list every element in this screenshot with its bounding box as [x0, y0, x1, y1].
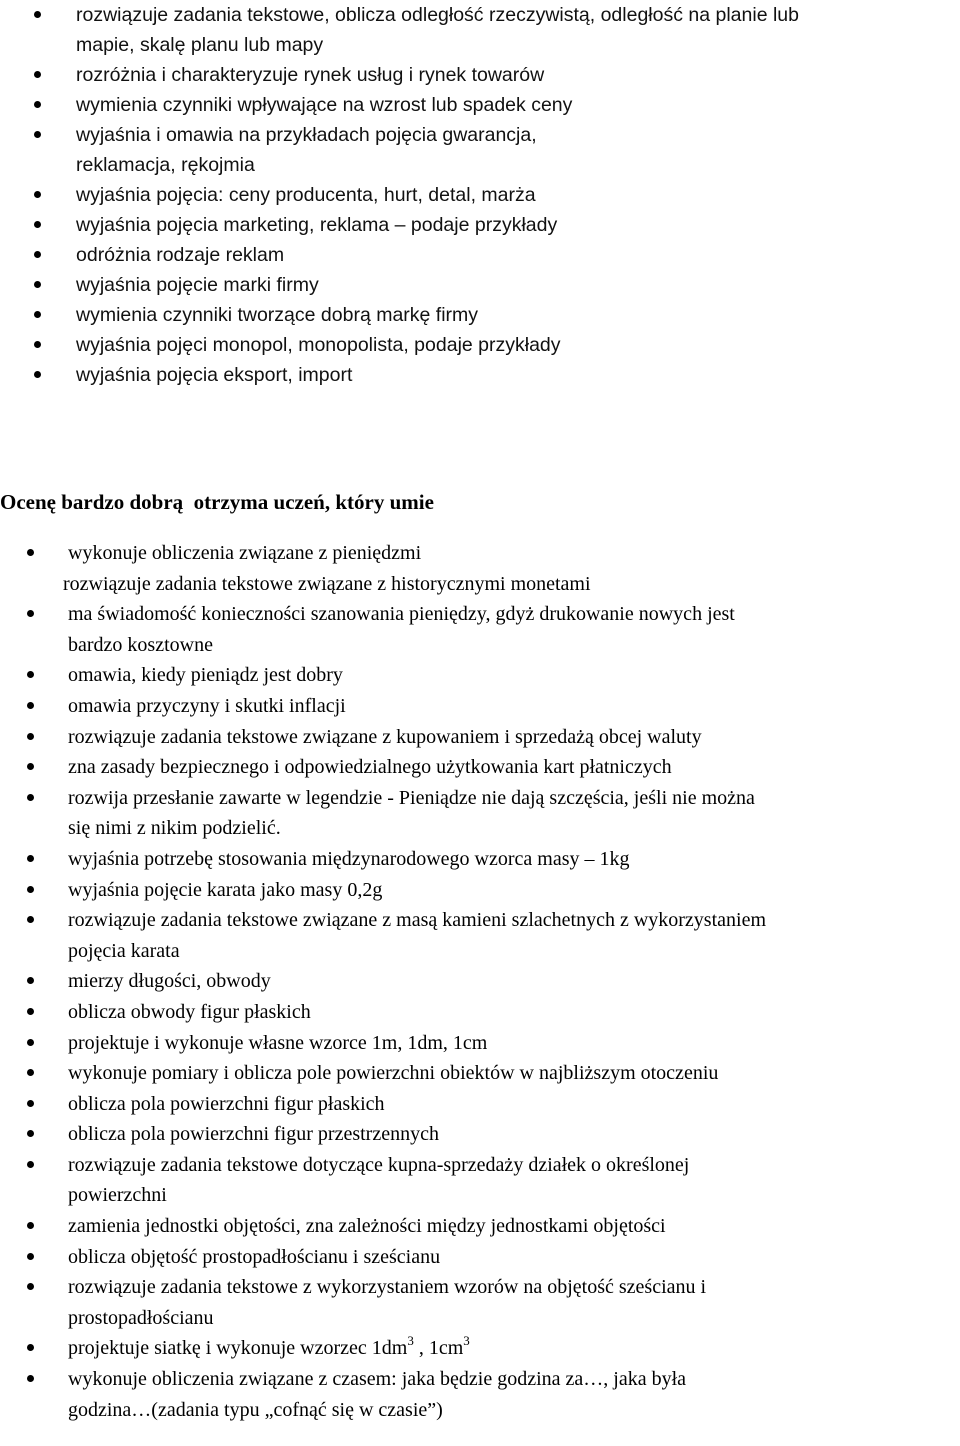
list-item-text: wyjaśnia pojęcia marketing, reklama – podaje przykłady [76, 214, 558, 236]
list-item [0, 0, 960, 60]
list-item [0, 966, 960, 997]
list-item-text-continuation: pojęcia karata [68, 939, 180, 962]
list-item-text: wymienia czynniki tworzące dobrą markę firmy [76, 304, 479, 326]
list-item-text-continuation: godzina…(zadania typu „cofnąć się w czasie”) [68, 1398, 443, 1421]
list-item [0, 1272, 960, 1333]
list-item-text: zamienia jednostki objętości, zna zależności między jednostkami objętości [68, 1215, 666, 1238]
list-item [0, 120, 960, 180]
bullet-icon [27, 1100, 34, 1107]
list-item-text: oblicza pola powierzchni figur przestrzennych [68, 1123, 439, 1146]
list-item [0, 1119, 960, 1150]
list-item-text: ma świadomość konieczności szanowania pieniędzy, gdyż drukowanie nowych jest [68, 603, 735, 626]
bullet-icon [34, 281, 41, 288]
bullet-icon [27, 763, 34, 770]
list-item-text: oblicza pola powierzchni figur płaskich [68, 1092, 385, 1115]
bullet-icon [34, 221, 41, 228]
list-item [0, 752, 960, 783]
list-item [0, 270, 960, 300]
list-item [0, 1364, 960, 1425]
list-item [0, 905, 960, 966]
list-item-text: wymienia czynniki wpływające na wzrost lub spadek ceny [76, 94, 573, 116]
upper-criteria-list [0, 0, 960, 390]
bullet-icon [27, 549, 34, 556]
bullet-icon [34, 341, 41, 348]
bullet-icon [27, 702, 34, 709]
bullet-icon [27, 1161, 34, 1168]
list-item-text: wyjaśnia i omawia na przykładach pojęcia gwarancja, [76, 124, 537, 146]
bullet-icon [27, 886, 34, 893]
list-item-text-continuation: się nimi z nikim podzielić. [68, 817, 281, 840]
list-item [0, 1028, 960, 1059]
list-item-text: zna zasady bezpiecznego i odpowiedzialnego użytkowania kart płatniczych [68, 756, 672, 779]
bullet-icon [34, 131, 41, 138]
bullet-icon [27, 794, 34, 801]
bullet-icon [34, 11, 41, 18]
bullet-icon [27, 1253, 34, 1260]
list-item-text: rozwiązuje zadania tekstowe, oblicza odległość rzeczywistą, odległość na planie lub [76, 4, 799, 26]
list-item-text-continuation: reklamacja, rękojmia [76, 154, 255, 176]
list-item-text: wyjaśnia pojęci monopol, monopolista, podaje przykłady [76, 334, 561, 356]
list-item [0, 1089, 960, 1120]
list-item-text: omawia przyczyny i skutki inflacji [68, 694, 346, 717]
bullet-icon [27, 855, 34, 862]
bullet-icon [34, 191, 41, 198]
bullet-icon [34, 71, 41, 78]
list-item [0, 1211, 960, 1242]
list-item-text: rozwija przesłanie zawarte w legendzie - Pieniądze nie dają szczęścia, jeśli nie można [68, 786, 755, 809]
list-item [0, 844, 960, 875]
list-item-text-continuation: prostopadłościanu [68, 1306, 214, 1329]
list-item-text: wyjaśnia pojęcie marki firmy [76, 274, 319, 296]
list-item [0, 360, 960, 390]
list-item [0, 875, 960, 906]
bullet-icon [27, 610, 34, 617]
list-item-text: wyjaśnia pojęcia: ceny producenta, hurt, detal, marża [76, 184, 536, 206]
list-item [0, 300, 960, 330]
list-item [0, 1242, 960, 1273]
list-item-text: rozwiązuje zadania tekstowe związane z masą kamieni szlachetnych z wykorzystaniem [68, 909, 767, 932]
list-item [0, 90, 960, 120]
list-item [0, 180, 960, 210]
list-item [0, 691, 960, 722]
list-item [0, 783, 960, 844]
list-item [0, 660, 960, 691]
bullet-icon [34, 371, 41, 378]
bullet-icon [27, 916, 34, 923]
bullet-icon [27, 1130, 34, 1137]
list-item-text: wykonuje obliczenia związane z czasem: jaka będzie godzina za…, jaka była [68, 1368, 687, 1391]
bullet-icon [27, 1375, 34, 1382]
list-item-text: rozwiązuje zadania tekstowe związane z historycznymi monetami [63, 572, 591, 595]
list-item-text: odróżnia rodzaje reklam [76, 244, 285, 266]
bullet-icon [34, 251, 41, 258]
list-item [0, 1058, 960, 1089]
list-item-text: wyjaśnia pojęcie karata jako masy 0,2g [68, 878, 383, 901]
list-item-text: omawia, kiedy pieniądz jest dobry [68, 664, 343, 687]
list-item-text-continuation: mapie, skalę planu lub mapy [76, 34, 324, 56]
bullet-icon [27, 1039, 34, 1046]
list-item-text: wyjaśnia pojęcia eksport, import [76, 364, 353, 386]
bullet-icon [27, 671, 34, 678]
list-item-text: rozwiązuje zadania tekstowe z wykorzystaniem wzorów na objętość sześcianu i [68, 1276, 707, 1299]
list-item-text: wyjaśnia potrzebę stosowania międzynarodowego wzorca masy – 1kg [68, 847, 630, 870]
list-item [0, 330, 960, 360]
list-item [0, 240, 960, 270]
list-item [0, 1150, 960, 1211]
list-item-text: projektuje i wykonuje własne wzorce 1m, 1dm, 1cm [68, 1031, 488, 1054]
list-item [0, 722, 960, 753]
section-heading: Ocenę bardzo dobrą otrzyma uczeń, który umie [0, 490, 434, 514]
list-item-text: mierzy długości, obwody [68, 970, 271, 993]
list-item-text: wykonuje pomiary i oblicza pole powierzchni obiektów w najbliższym otoczeniu [68, 1062, 719, 1085]
bullet-icon [27, 1283, 34, 1290]
list-item [0, 997, 960, 1028]
list-item [0, 538, 960, 569]
list-item-text: oblicza objętość prostopadłościanu i sześcianu [68, 1245, 441, 1268]
list-item [0, 1333, 960, 1364]
list-item [0, 210, 960, 240]
bullet-icon [34, 101, 41, 108]
list-item-text: projektuje siatkę i wykonuje wzorzec $1dm^3$ , $1cm^3$ [68, 1332, 470, 1360]
bullet-icon [27, 733, 34, 740]
bullet-icon [27, 1222, 34, 1229]
list-item-text: oblicza obwody figur płaskich [68, 1000, 311, 1023]
bullet-icon [27, 977, 34, 984]
lower-criteria-list [0, 538, 960, 1425]
list-item [0, 599, 960, 660]
bullet-icon [34, 311, 41, 318]
list-item [0, 569, 960, 600]
list-item [0, 60, 960, 90]
bullet-icon [27, 1069, 34, 1076]
bullet-icon [27, 1008, 34, 1015]
list-item-text: rozwiązuje zadania tekstowe dotyczące kupna-sprzedaży działek o określonej [68, 1153, 690, 1176]
list-item-text-continuation: bardzo kosztowne [68, 633, 213, 656]
bullet-icon [27, 1344, 34, 1351]
list-item-text: wykonuje obliczenia związane z pieniędzmi [68, 542, 422, 564]
list-item-text: rozwiązuje zadania tekstowe związane z kupowaniem i sprzedażą obcej waluty [68, 725, 702, 748]
list-item-text: rozróżnia i charakteryzuje rynek usług i rynek towarów [76, 64, 545, 86]
list-item-text-continuation: powierzchni [68, 1184, 167, 1207]
